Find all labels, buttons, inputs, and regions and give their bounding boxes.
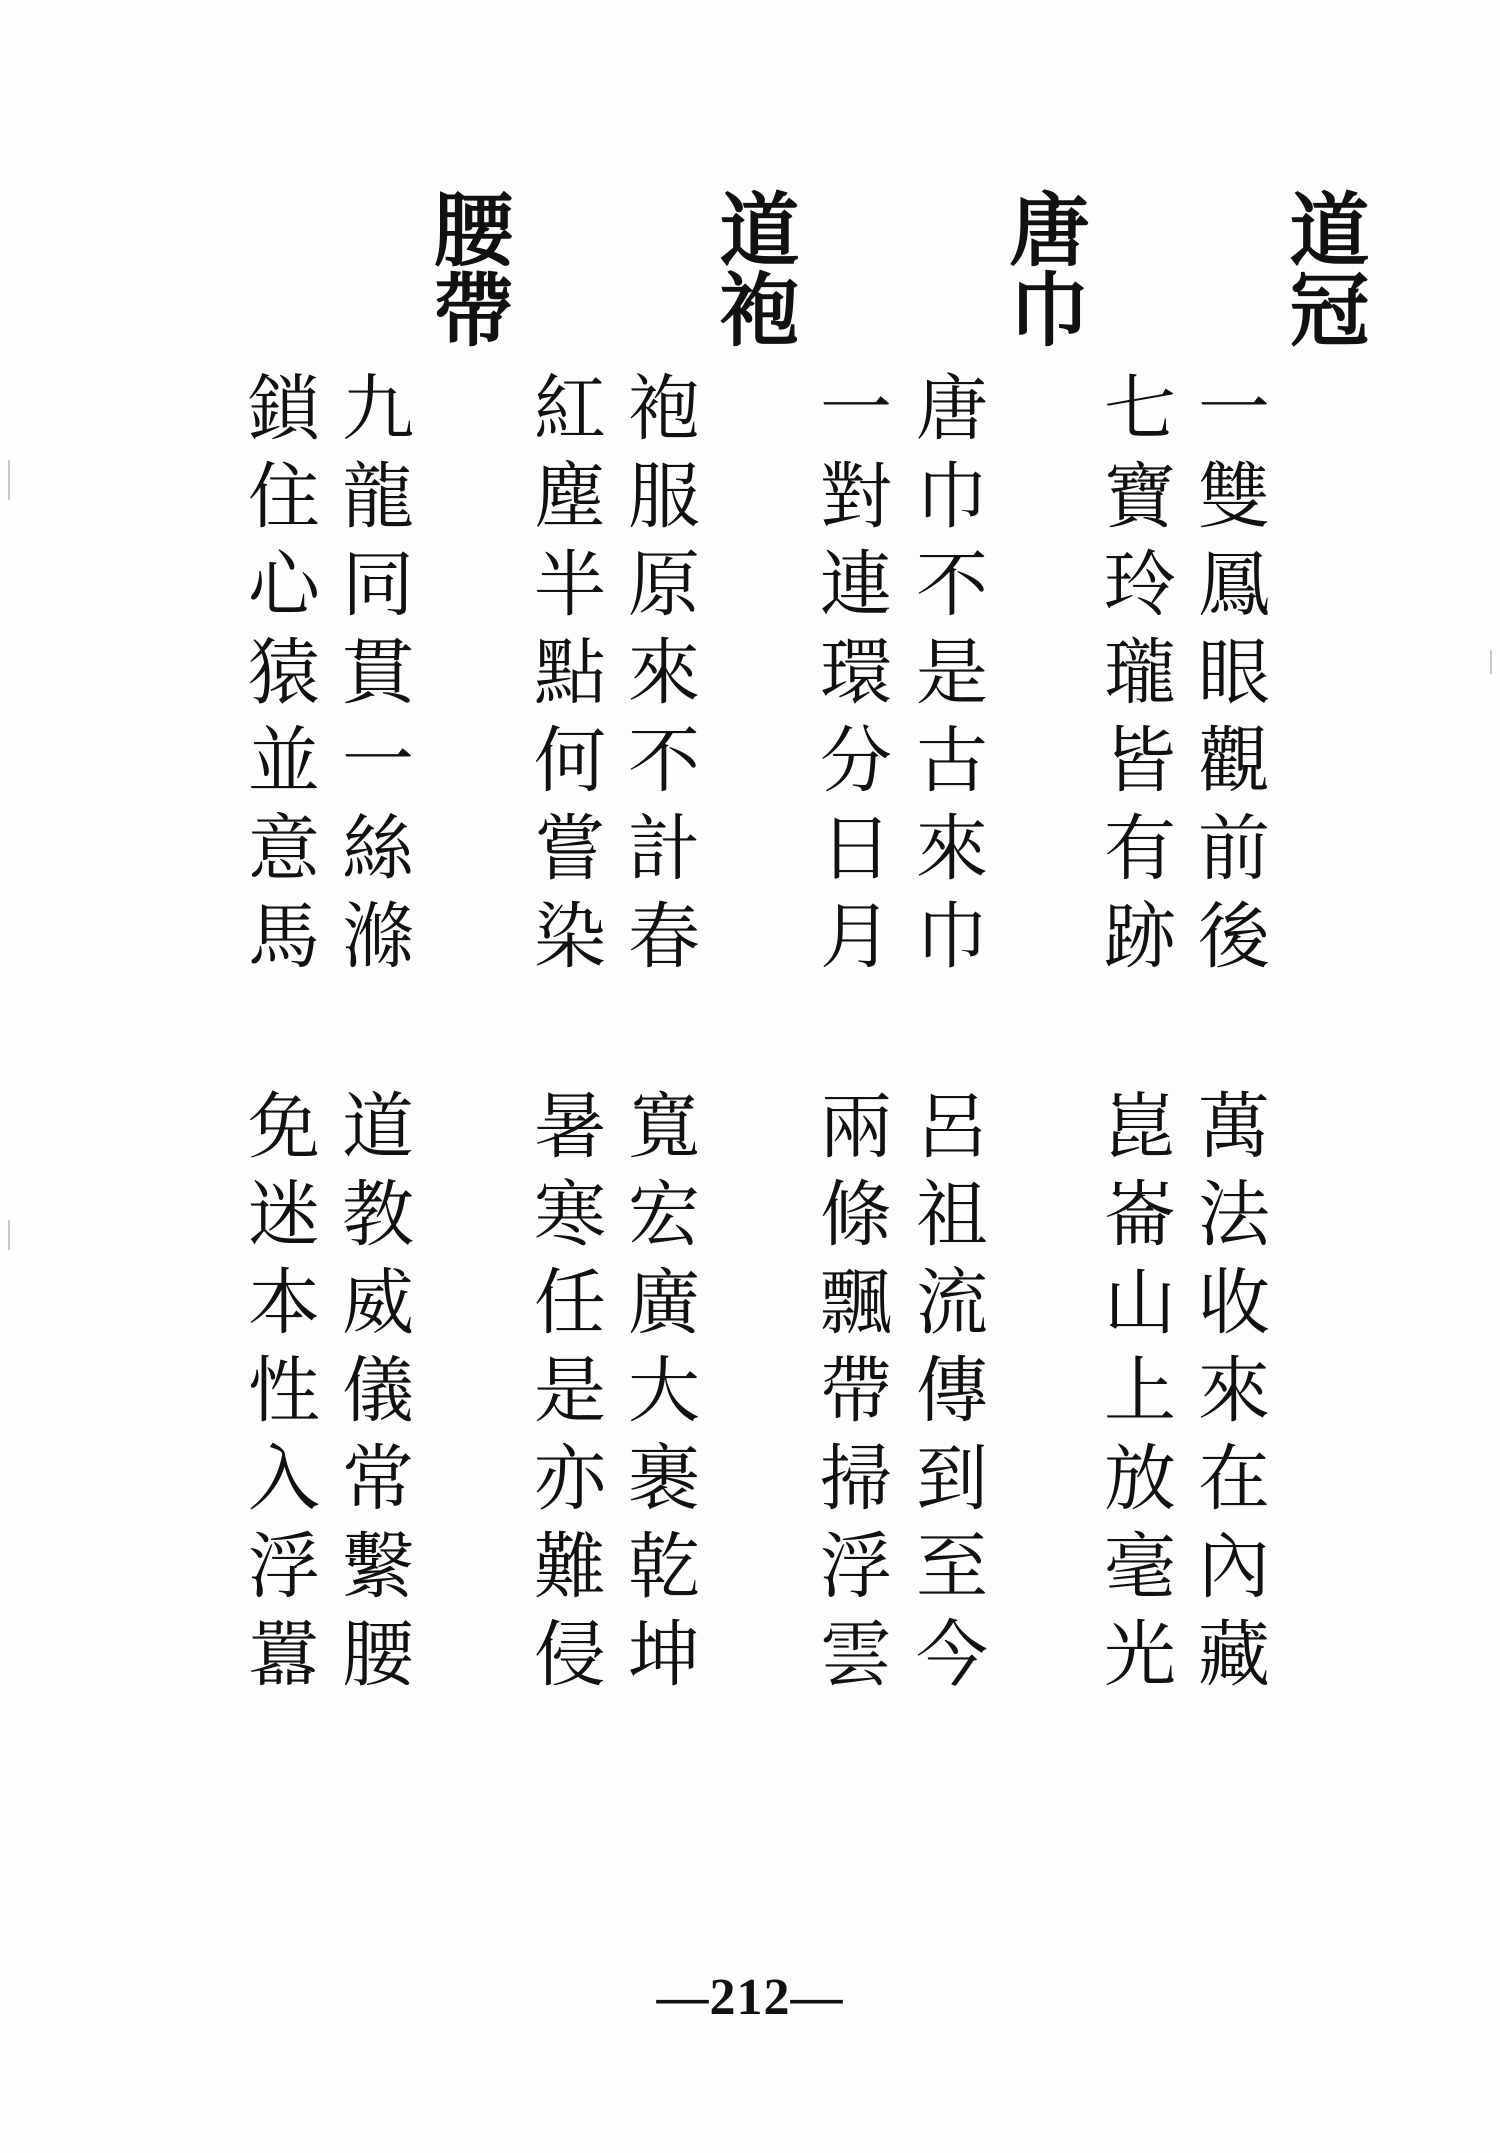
verse-line: 道教威儀常繫腰 [330,1088,414,1704]
verse-line: 袍服原來不計春 [616,370,700,986]
verse-line: 寬宏廣大裹乾坤 [616,1088,700,1704]
page-number: —212— [656,1969,844,2026]
verse-line: 唐巾不是古來巾 [904,370,988,986]
scan-speck [1490,650,1492,674]
section-title-yaodai: 腰帶 [420,188,513,348]
section-title-tangjin: 唐巾 [996,188,1089,348]
verse-line: 七寶玲瓏皆有跡 [1092,370,1176,986]
verse-line: 九龍同貫一絲滌 [330,370,414,986]
verse-line: 一對連環分日月 [808,370,892,986]
verse-line: 萬法收來在內藏 [1186,1088,1270,1704]
verse-line: 一雙鳳眼觀前後 [1186,370,1270,986]
verse-line: 紅塵半點何嘗染 [522,370,606,986]
scan-speck [8,1220,10,1250]
verse-line: 崑崙山上放毫光 [1092,1088,1176,1704]
verse-line: 鎖住心猿並意馬 [236,370,320,986]
scan-speck [8,460,10,500]
verse-line: 呂祖流傳到至今 [904,1088,988,1704]
section-title-daopao: 道袍 [706,188,799,348]
section-title-daoguan: 道冠 [1276,188,1369,348]
verse-line: 兩條飄帶掃浮雲 [808,1088,892,1704]
verse-line: 暑寒任是亦難侵 [522,1088,606,1704]
verse-line: 免迷本性入浮囂 [236,1088,320,1704]
